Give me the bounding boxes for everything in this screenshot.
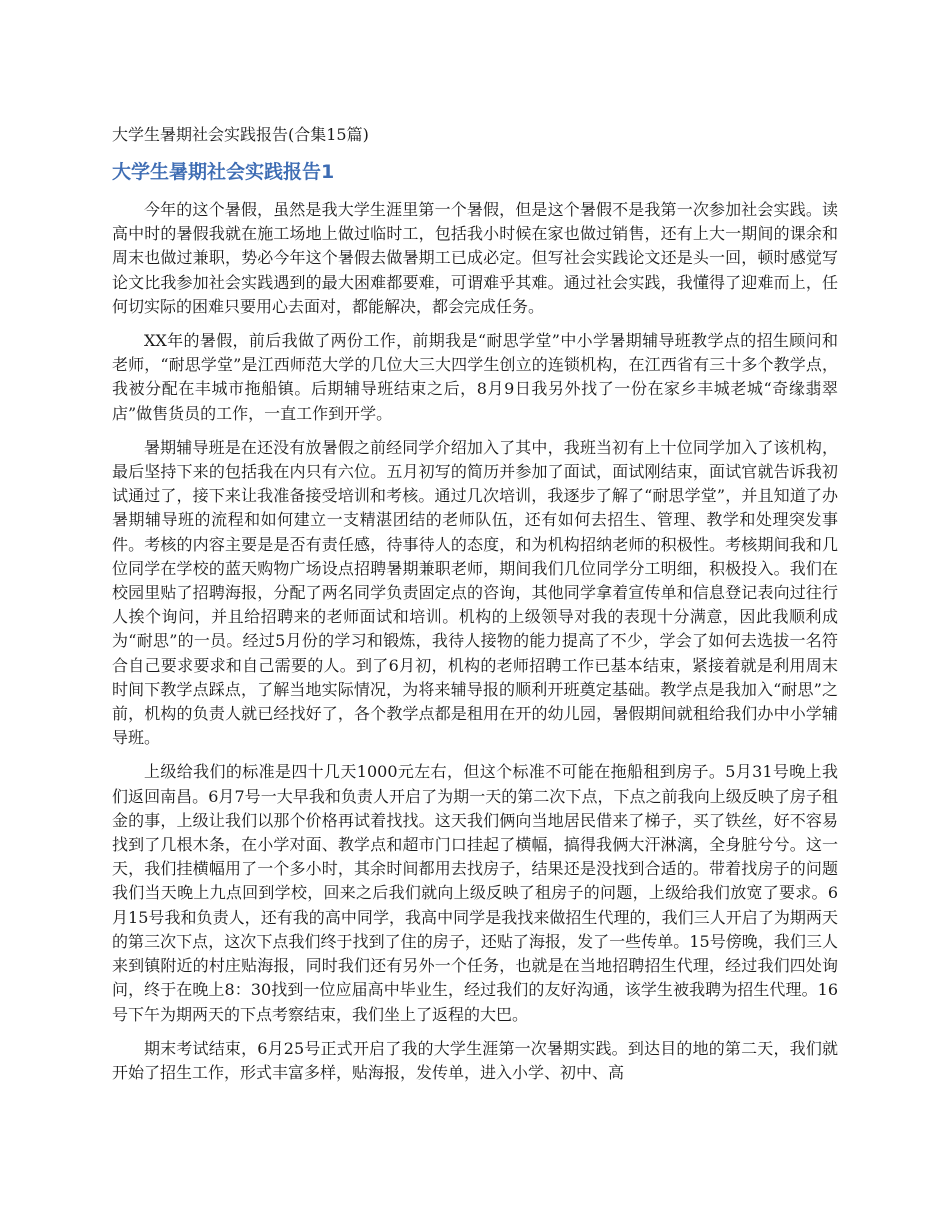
report-section-1	[112, 158, 838, 1085]
paragraph: 上级给我们的标准是四十几天1000元左右，但这个标准不可能在拖船租到房子。5月31号晚上我们返回南昌。6月7号一大早我和负责人开启了为期一天的第二次下点，下点之前我向上级反映了房子租金的事，上级让我们以那个价格再试着找找。这天我们俩向当地居民借来了梯子，买了铁丝，好不容易找到了几根木条，在小学对面、教学点和超市门口挂起了横幅，搞得我俩大汗淋漓，全身脏兮兮。这一天，我们挂横幅用了一个多小时，其余时间都用去找房子，结果还是没找到合适的。带着找房子的问题我们当天晚上九点回到学校，回来之后我们就向上级反映了租房子的问题，上级给我们放宽了要求。6月15号我和负责人，还有我的高中同学，我高中同学是我找来做招生代理的，我们三人开启了为期两天的第三次下点，这次下点我们终于找到了住的房子，还贴了海报，发了一些传单。15号傍晚，我们三人来到镇附近的村庄贴海报，同时我们还有另外一个任务，也就是在当地招聘招生代理，经过我们四处询问，终于在晚上8：30找到一位应届高中毕业生，经过我们的友好沟通，该学生被我聘为招生代理。16号下午为期两天的下点考察结束，我们坐上了返程的大巴。	[112, 762, 838, 1024]
paragraph: 期末考试结束，6月25号正式开启了我的大学生涯第一次暑期实践。到达目的地的第二天，我们就开始了招生工作，形式丰富多样，贴海报，发传单，进入小学、初中、高	[112, 1038, 838, 1082]
section-heading: 大学生暑期社会实践报告1	[112, 161, 335, 183]
document-page	[112, 122, 838, 1095]
paragraph: 今年的这个暑假，虽然是我大学生涯里第一个暑假，但是这个暑假不是我第一次参加社会实践。读高中时的暑假我就在施工场地上做过临时工，包括我小时候在家也做过销售，还有上大一期间的课余和周末也做过兼职，势必今年这个暑假去做暑期工已成必定。但写社会实践论文还是头一回，顿时感觉写论文比我参加社会实践遇到的最大困难都要难，可谓难乎其难。通过社会实践，我懂得了迎难而上，任何切实际的困难只要用心去面对，都能解决，都会完成任务。	[112, 200, 838, 316]
paragraph: XX年的暑假，前后我做了两份工作，前期我是“耐思学堂”中小学暑期辅导班教学点的招生顾问和老师，“耐思学堂”是江西师范大学的几位大三大四学生创立的连锁机构，在江西省有三十多个教学点，我被分配在丰城市拖船镇。后期辅导班结束之后，8月9日我另外找了一份在家乡丰城老城“奇缘翡翠店”做售货员的工作，一直工作到开学。	[112, 331, 838, 423]
document-title: 大学生暑期社会实践报告(合集15篇)	[112, 125, 369, 144]
paragraph: 暑期辅导班是在还没有放暑假之前经同学介绍加入了其中，我班当初有上十位同学加入了该机构，最后坚持下来的包括我在内只有六位。五月初写的简历并参加了面试，面试刚结束，面试官就告诉我初试通过了，接下来让我准备接受培训和考核。通过几次培训，我逐步了解了“耐思学堂”，并且知道了办暑期辅导班的流程和如何建立一支精湛团结的老师队伍，还有如何去招生、管理、教学和处理突发事件。考核的内容主要是是否有责任感，待事待人的态度，和为机构招纳老师的积极性。考核期间我和几位同学在学校的蓝天购物广场设点招聘暑期兼职老师，期间我们几位同学分工明细，积极投入。我们在校园里贴了招聘海报，分配了两名同学负责固定点的咨询，其他同学拿着宣传单和信息登记表向过往行人挨个询问，并且给招聘来的老师面试和培训。机构的上级领导对我的表现十分满意，因此我顺利成为“耐思”的一员。经过5月份的学习和锻炼，我待人接物的能力提高了不少，学会了如何去选拔一名符合自己要求要求和自己需要的人。到了6月初，机构的老师招聘工作已基本结束，紧接着就是利用周末时间下教学点踩点，了解当地实际情况，为将来辅导报的顺利开班奠定基础。教学点是我加入“耐思”之前，机构的负责人就已经找好了，各个教学点都是租用在开的幼儿园，暑假期间就租给我们办中小学辅导班。	[112, 437, 838, 748]
